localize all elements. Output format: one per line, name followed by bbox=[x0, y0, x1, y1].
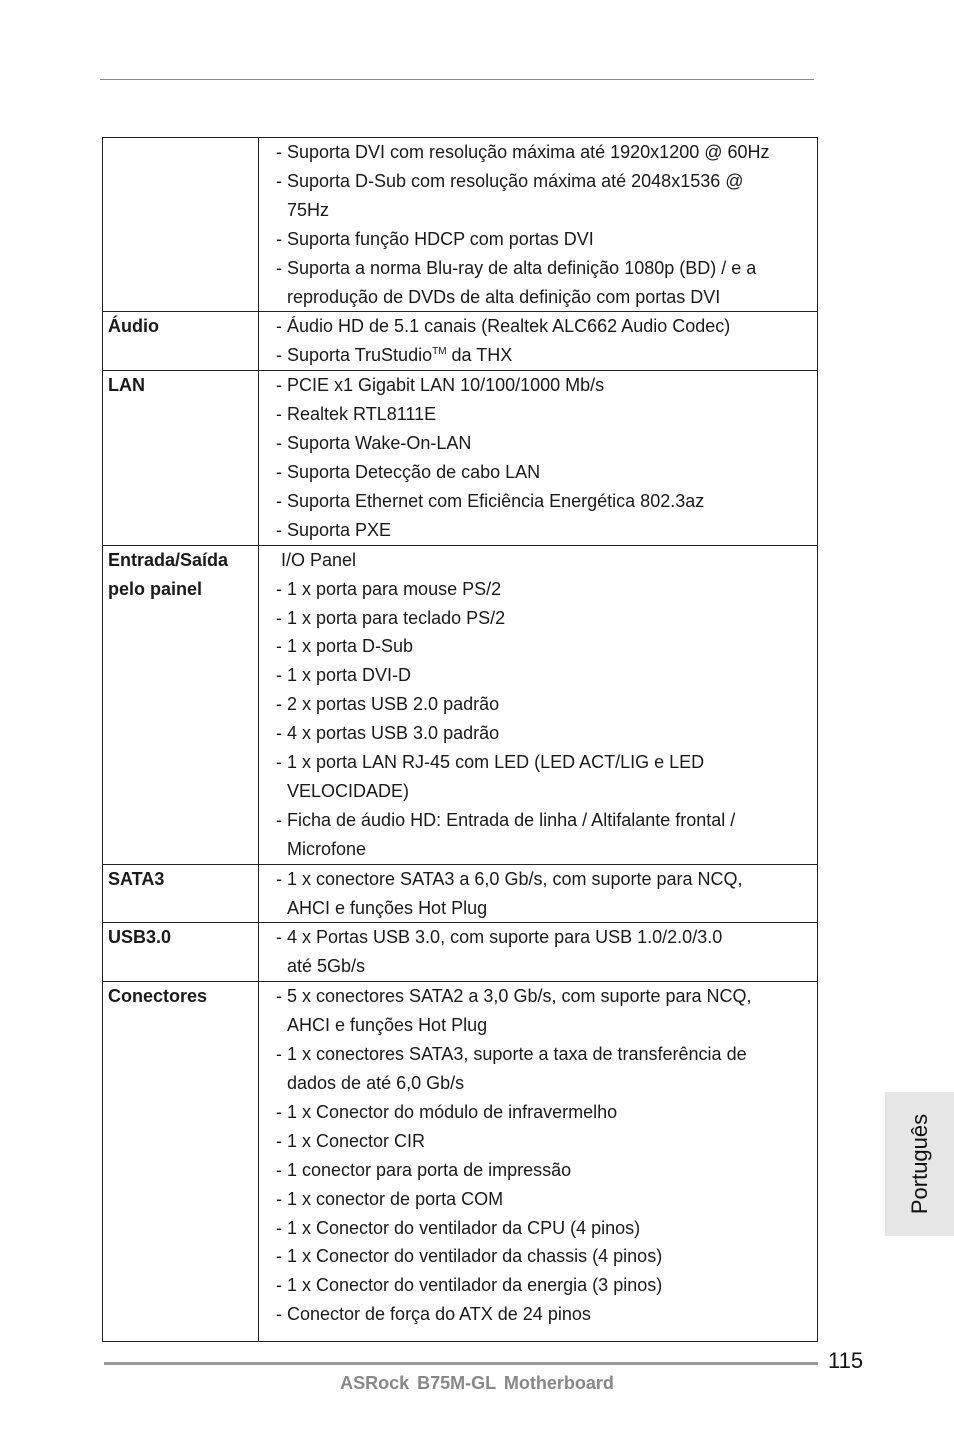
spec-row bbox=[103, 864, 818, 923]
spec-row bbox=[103, 923, 818, 982]
spec-line: - 1 x conector de porta COM bbox=[276, 1188, 504, 1209]
spec-label-cell bbox=[103, 371, 259, 545]
spec-line: - 1 x Conector do ventilador da chassis (4 pinos) bbox=[276, 1246, 663, 1267]
spec-row bbox=[103, 545, 818, 864]
spec-line: - 1 x Conector do módulo de infravermelho bbox=[276, 1101, 618, 1122]
spec-line: - Conector de força do ATX de 24 pinos bbox=[276, 1304, 591, 1325]
spec-line: Microfone bbox=[287, 838, 367, 859]
spec-line: - Suporta a norma Blu-ray de alta definição 1080p (BD) / e a bbox=[276, 257, 757, 278]
spec-line bbox=[276, 341, 813, 370]
header-rule bbox=[100, 79, 814, 80]
spec-line: - 4 x portas USB 3.0 padrão bbox=[276, 723, 500, 744]
specification-table-body bbox=[103, 138, 818, 1342]
spec-line: - Suporta função HDCP com portas DVI bbox=[276, 228, 594, 249]
spec-line: - Suporta DVI com resolução máxima até 1920x1200 @ 60Hz bbox=[276, 142, 770, 162]
spec-line: dados de até 6,0 Gb/s bbox=[287, 1073, 465, 1093]
footer-title: ASRock B75M-GL Motherboard bbox=[340, 1373, 614, 1393]
spec-line: - Suporta Ethernet com Eficiência Energética 802.3az bbox=[276, 490, 705, 511]
language-tab bbox=[885, 1092, 954, 1236]
language-tab-label: Português bbox=[906, 1113, 932, 1215]
spec-line: - Áudio HD de 5.1 canais (Realtek ALC662 Audio Codec) bbox=[276, 316, 731, 337]
spec-line: - 1 conector para porta de impressão bbox=[276, 1159, 572, 1180]
spec-line: - 1 x porta LAN RJ-45 com LED (LED ACT/LIG e LED bbox=[276, 752, 705, 773]
spec-row bbox=[103, 312, 818, 371]
spec-label: Conectores bbox=[108, 986, 208, 1007]
spec-line: AHCI e funções Hot Plug bbox=[287, 1015, 488, 1036]
spec-line: AHCI e funções Hot Plug bbox=[287, 897, 488, 918]
page-number: 115 bbox=[828, 1348, 864, 1373]
spec-line: - Ficha de áudio HD: Entrada de linha / Altifalante frontal / bbox=[276, 809, 736, 830]
spec-label: Entrada/Saída bbox=[108, 549, 229, 570]
spec-line: - Suporta PXE bbox=[276, 519, 392, 540]
spec-line: - 1 x porta para teclado PS/2 bbox=[276, 607, 506, 628]
spec-line: - 1 x Conector CIR bbox=[276, 1130, 426, 1151]
spec-line-text: da THX bbox=[446, 345, 513, 366]
spec-line: - 5 x conectores SATA2 a 3,0 Gb/s, com suporte para NCQ, bbox=[276, 986, 752, 1007]
spec-line: - 1 x conectores SATA3, suporte a taxa de transferência de bbox=[276, 1044, 747, 1065]
spec-line: - Suporta Detecção de cabo LAN bbox=[276, 461, 541, 482]
spec-label-cell bbox=[103, 138, 259, 312]
spec-line: 75Hz bbox=[287, 199, 330, 220]
spec-row bbox=[103, 138, 818, 312]
spec-line: - 4 x Portas USB 3.0, com suporte para USB 1.0/2.0/3.0 bbox=[276, 927, 723, 948]
spec-label-cell bbox=[103, 982, 259, 1342]
specification-table bbox=[102, 137, 818, 1342]
spec-line: - PCIE x1 Gigabit LAN 10/100/1000 Mb/s bbox=[276, 375, 605, 396]
spec-subheading: I/O Panel bbox=[281, 549, 357, 570]
spec-label: USB3.0 bbox=[108, 927, 172, 948]
spec-value-cell bbox=[259, 982, 818, 1342]
spec-line: - Realtek RTL8111E bbox=[276, 404, 437, 425]
spec-line: - 1 x Conector do ventilador da CPU (4 pinos) bbox=[276, 1217, 641, 1238]
spec-line: - 1 x porta D-Sub bbox=[276, 636, 414, 657]
spec-line-text: - Suporta TruStudio bbox=[276, 345, 433, 366]
spec-value-cell bbox=[259, 545, 818, 864]
footer-rule bbox=[104, 1362, 818, 1365]
trademark-mark: TM bbox=[432, 346, 447, 358]
spec-value-cell bbox=[259, 138, 818, 312]
spec-line: VELOCIDADE) bbox=[287, 780, 410, 801]
spec-label-cell bbox=[103, 545, 259, 864]
spec-value-cell bbox=[259, 371, 818, 545]
spec-value-cell bbox=[259, 864, 818, 923]
spec-row bbox=[103, 982, 818, 1342]
spec-line: - 1 x porta para mouse PS/2 bbox=[276, 578, 502, 599]
spec-label-cell bbox=[103, 923, 259, 982]
spec-value-cell bbox=[259, 312, 818, 371]
spec-line: - Suporta D-Sub com resolução máxima até 2048x1536 @ bbox=[276, 170, 744, 191]
spec-label: pelo painel bbox=[108, 578, 203, 599]
spec-line: - 1 x conectore SATA3 a 6,0 Gb/s, com suporte para NCQ, bbox=[276, 868, 743, 889]
spec-line: - 1 x Conector do ventilador da energia (3 pinos) bbox=[276, 1275, 663, 1296]
spec-line: - Suporta Wake-On-LAN bbox=[276, 433, 472, 454]
spec-line: - 1 x porta DVI-D bbox=[276, 665, 412, 686]
spec-label: LAN bbox=[108, 375, 145, 396]
spec-label-cell bbox=[103, 864, 259, 923]
spec-line: - 2 x portas USB 2.0 padrão bbox=[276, 694, 500, 715]
spec-line: reprodução de DVDs de alta definição com portas DVI bbox=[287, 286, 721, 307]
spec-row bbox=[103, 371, 818, 545]
spec-label: SATA3 bbox=[108, 868, 165, 889]
spec-line: até 5Gb/s bbox=[287, 956, 366, 977]
spec-value-cell bbox=[259, 923, 818, 982]
spec-label-cell bbox=[103, 312, 259, 371]
spec-label: Áudio bbox=[108, 316, 159, 337]
